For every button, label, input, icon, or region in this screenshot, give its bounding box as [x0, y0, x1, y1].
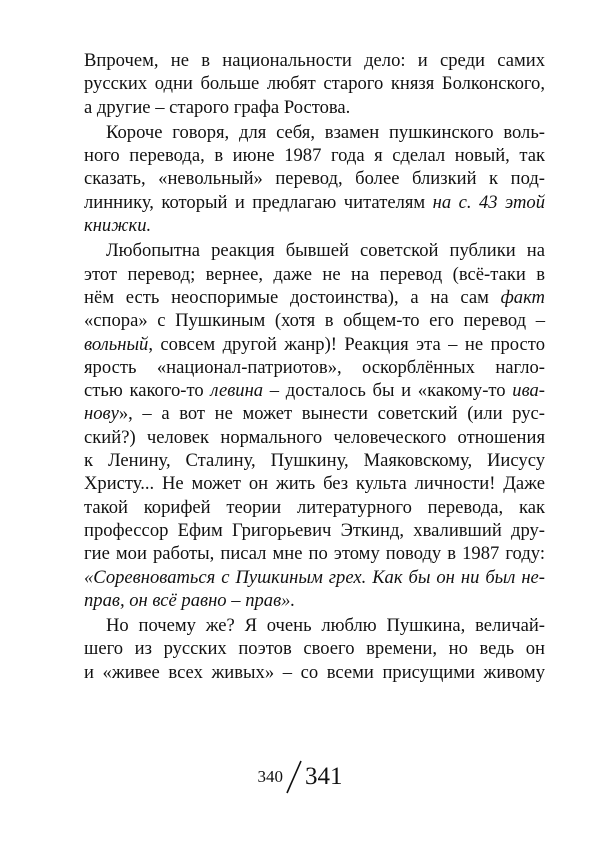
text-run: сказать, «невольный» перевод, более близкий к под- [84, 168, 545, 190]
text-line [84, 402, 545, 425]
text-line [84, 191, 545, 214]
text-line [84, 96, 545, 119]
text-run: профессор Ефим Григорьевич Эткинд, хваливший дру- [84, 519, 545, 541]
text-line [84, 49, 545, 72]
italic-text: нову [84, 403, 119, 425]
text-line [84, 214, 545, 237]
italic-text: факт [500, 286, 545, 308]
text-run: , совсем другой жанр)! Реакция эта – не просто [148, 333, 545, 355]
italic-text: прав, он всё равно – прав». [84, 589, 296, 611]
text-run: линнику, который и предлагаю читателям [84, 191, 433, 213]
italic-text: ива- [512, 380, 545, 402]
text-run: нём есть неоспоримые достоинства), а на сам [84, 286, 501, 308]
text-run: Любопытна реакция бывшей советской публики на [106, 240, 545, 262]
text-line [84, 144, 545, 167]
paragraph [84, 614, 545, 684]
page-text [84, 49, 545, 684]
text-line [84, 661, 545, 684]
page-number-divider [283, 760, 305, 794]
text-run: шего из русских поэтов своего времени, но ведь он [84, 638, 545, 660]
text-line [84, 449, 545, 472]
text-line [84, 614, 545, 637]
paragraph [84, 239, 545, 612]
text-run: русских одни больше любят старого князя Болконского, [84, 73, 545, 95]
text-line [84, 239, 545, 262]
text-line [84, 286, 545, 309]
text-line [84, 121, 545, 144]
text-run: такой корифей теории литературного перевода, как [84, 496, 545, 518]
text-line [84, 566, 545, 589]
italic-text: книжки. [84, 215, 152, 237]
text-line [84, 309, 545, 332]
text-run: Впрочем, не в национальности дело: и среди самих [84, 50, 545, 71]
text-line [84, 589, 545, 612]
text-line [84, 542, 545, 565]
paragraph [84, 121, 545, 237]
text-line [84, 426, 545, 449]
text-run: Короче говоря, для себя, взамен пушкинского воль- [106, 121, 545, 143]
text-run: ярость «национал-патриотов», оскорблённых нагло- [84, 356, 545, 378]
page-number-left: 340 [257, 767, 283, 786]
text-line [84, 333, 545, 356]
text-line [84, 519, 545, 542]
page-numbers [0, 760, 600, 794]
text-run: ного перевода, в июне 1987 года я сделал новый, так [84, 145, 545, 167]
text-run: «спора» с Пушкиным (хотя в общем-то его перевод – [84, 310, 545, 332]
text-line [84, 496, 545, 519]
page-number-right: 341 [305, 763, 343, 790]
text-run: Но почему же? Я очень люблю Пушкина, величай- [106, 615, 545, 637]
text-line [84, 637, 545, 660]
text-run: », – а вот не может вынести советский (или рус- [118, 403, 545, 425]
italic-text: «Соревноваться с Пушкиным грех. Как бы он ни был не- [84, 566, 545, 588]
italic-text: вольный [84, 333, 149, 355]
text-run: – досталось бы и «какому-то [263, 380, 513, 402]
italic-text: на с. 43 этой [432, 191, 545, 213]
paragraph [84, 49, 545, 119]
text-run: стью какого-то [84, 380, 211, 402]
text-line [84, 356, 545, 379]
text-run: а другие – старого графа Ростова. [84, 96, 351, 118]
text-line [84, 472, 545, 495]
text-run: гие мои работы, писал мне по этому поводу в 1987 году: [84, 543, 545, 565]
text-run: этот перевод; вернее, даже не на перевод (всё-таки в [84, 263, 545, 285]
text-line [84, 167, 545, 190]
text-line [84, 263, 545, 286]
text-run: и «живее всех живых» – со всеми присущими живому [84, 661, 545, 683]
text-line [84, 72, 545, 95]
text-run: к Ленину, Сталину, Пушкину, Маяковскому, Иисусу [84, 450, 545, 472]
text-run: ский?) человек нормального человеческого отношения [84, 426, 545, 448]
text-run: Христу... Не может он жить без культа личности! Даже [84, 473, 545, 495]
italic-text: левина [210, 380, 264, 402]
text-line [84, 379, 545, 402]
